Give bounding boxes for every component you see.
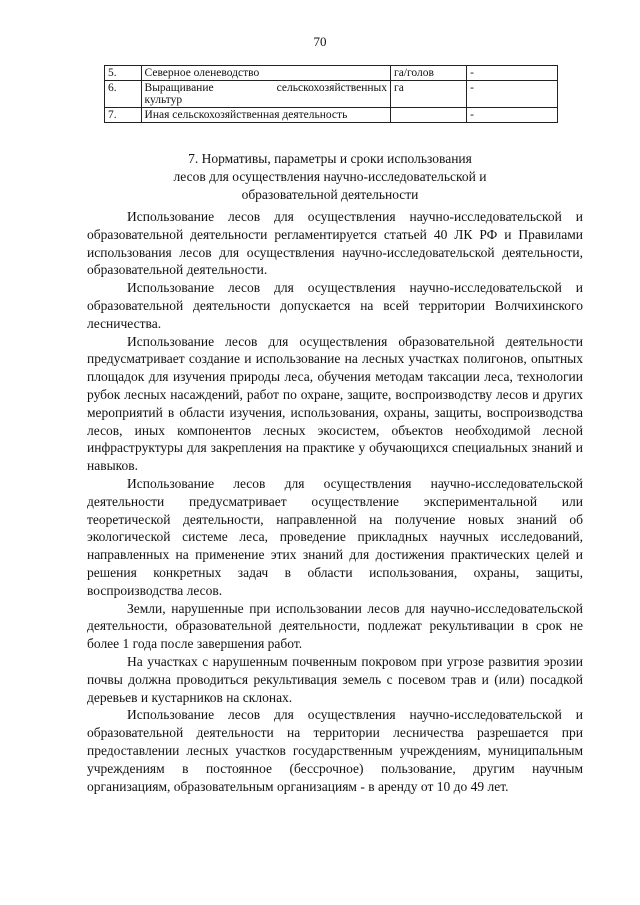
paragraph: Использование лесов для осуществления научно-исследовательской деятельности предусматривает осуществление экспериментальной или теоретической деятельности, направленной на получение новых знаний об экологической системе леса, проведение прикладных научных исследований, направленных на применение этих знаний для достижения практических целей и решения конкретных задач в области использования, охраны, защиты, воспроизводства лесов. [87,475,583,598]
table-cell-number: 7. [105,108,142,123]
table-row [105,81,558,108]
paragraph: Земли, нарушенные при использовании лесов для научно-исследовательской деятельности, образовательной деятельности, подлежат рекультивации в срок не более 1 года после завершения работ. [87,600,583,652]
paragraph: Использование лесов для осуществления научно-исследовательской и образовательной деятельности допускается на всей территории Волчихинского лесничества. [87,280,583,331]
table-cell-name-line: Выращивание сельскохозяйственных [144,82,387,94]
body-text [87,208,583,795]
table-cell-name: Иная сельскохозяйственная деятельность [141,108,390,123]
table-row [105,108,558,123]
table-cell-name [141,81,390,108]
table-row [105,66,558,81]
paragraph: Использование лесов для осуществления образовательной деятельности предусматривает создание и использование на лесных участках полигонов, опытных площадок для изучения природы леса, обучения методам таксации леса, технологии рубок лесных насаждений, работ по охране, защите, воспроизводству лесов и других мероприятий в области изучения, использования, охраны, защиты, воспроизводства лесов, иных компонентов лесных экосистем, объектов необходимой лесной инфраструктуры для закрепления на практике у обучающихся специальных знаний и навыков. [87,333,583,474]
paragraph: На участках с нарушенным почвенным покровом при угрозе развития эрозии почвы должна проводиться рекультивация земель с посевом трав и (или) посадкой деревьев и кустарников на склонах. [87,653,583,705]
section-title-line: лесов для осуществления научно-исследовательской и [173,169,487,184]
table-cell-value: - [467,66,558,81]
section-title-line: образовательной деятельности [241,187,419,202]
table-cell-unit: га [390,81,466,108]
paragraph: Использование лесов для осуществления научно-исследовательской и образовательной деятельности регламентируется статьей 40 ЛК РФ и Правилами использования лесов для осуществления научно-исследовательской деятельности, образовательной деятельности. [87,209,583,278]
table-cell-name: Северное оленеводство [141,66,390,81]
table-cell-value: - [467,81,558,108]
section-title-line: 7. Нормативы, параметры и сроки использования [188,151,472,166]
table-cell-number: 5. [105,66,142,81]
table-cell-unit [390,108,466,123]
table-cell-name-line: культур [144,94,183,106]
table-cell-number: 6. [105,81,142,108]
paragraph: Использование лесов для осуществления научно-исследовательской и образовательной деятельности на территории лесничества разрешается при предоставлении лесных участков государственным учреждениям, муниципальным учреждениям в постоянное (бессрочное) пользование, другим научным организациям, образовательным организациям - в аренду от 10 до 49 лет. [87,707,583,794]
land-use-table [104,65,558,123]
table-cell-value: - [467,108,558,123]
table-cell-unit: га/голов [390,66,466,81]
page-number: 70 [313,34,327,49]
section-title [90,150,570,204]
